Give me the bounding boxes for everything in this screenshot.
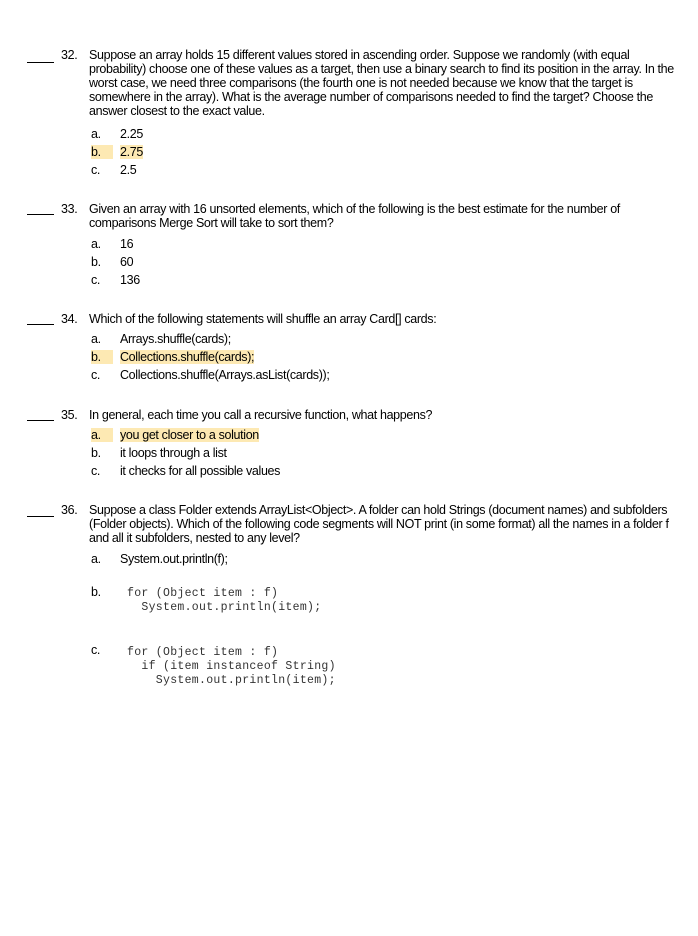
option-text: 2.75: [120, 145, 143, 159]
option-text: 2.25: [120, 127, 143, 141]
code-line: System.out.println(item);: [127, 601, 322, 614]
code-line: if (item instanceof String): [127, 660, 336, 673]
option-text: System.out.println(f);: [120, 552, 228, 566]
question-number: 33.: [61, 202, 78, 216]
question-stem: Which of the following statements will shuffle an array Card[] cards:: [89, 312, 437, 326]
option-letter: c.: [91, 163, 101, 177]
option-letter: b.: [91, 585, 101, 599]
code-line: System.out.println(item);: [127, 674, 336, 687]
question-number: 35.: [61, 408, 78, 422]
question-stem: In general, each time you call a recursive function, what happens?: [89, 408, 433, 422]
question-stem: Suppose an array holds 15 different values stored in ascending order. Suppose we randomly (with equal probability) choose one of these values as a target, then use a binary search to find its position in the array. In the worst case, we need three comparisons (the fourth one is not needed because we know that the target is somewhere in the array). What is the average number of comparisons needed to find the target? Choose the answer closest to the exact value.: [89, 48, 674, 118]
option-letter: a.: [91, 552, 101, 566]
option-letter: a.: [91, 127, 101, 141]
option-letter: a.: [91, 332, 101, 346]
question-number: 32.: [61, 48, 78, 62]
option-text: you get closer to a solution: [120, 428, 259, 442]
code-line: for (Object item : f): [127, 646, 279, 659]
option-letter: c.: [91, 464, 101, 478]
option-letter: b.: [91, 145, 113, 159]
question-number: 36.: [61, 503, 78, 517]
option-text: Collections.shuffle(cards);: [120, 350, 255, 364]
option-text: 136: [120, 273, 140, 287]
option-text: 16: [120, 237, 134, 251]
option-letter: a.: [91, 237, 101, 251]
option-letter: c.: [91, 643, 101, 657]
code-block: [127, 646, 336, 688]
option-text: 60: [120, 255, 134, 269]
answer-blank[interactable]: [27, 516, 54, 517]
option-letter: c.: [91, 273, 101, 287]
code-block: [127, 587, 321, 615]
option-text: it checks for all possible values: [120, 464, 281, 478]
option-text: Arrays.shuffle(cards);: [120, 332, 231, 346]
option-letter: b.: [91, 255, 101, 269]
option-letter: b.: [91, 350, 113, 364]
option-text: it loops through a list: [120, 446, 227, 460]
answer-blank[interactable]: [27, 324, 54, 325]
answer-blank[interactable]: [27, 420, 54, 421]
question-stem: Given an array with 16 unsorted elements, which of the following is the best estimate for the number of comparisons Merge Sort will take to sort them?: [89, 202, 620, 230]
option-letter: c.: [91, 368, 101, 382]
option-letter: b.: [91, 446, 101, 460]
question-number: 34.: [61, 312, 78, 326]
answer-blank[interactable]: [27, 62, 54, 63]
question-stem: Suppose a class Folder extends ArrayList<Object>. A folder can hold Strings (document names) and subfolders (Folder objects). Which of the following code segments will NOT print (in some format) all the names in a folder f and all it subfolders, nested to any level?: [89, 503, 669, 545]
answer-blank[interactable]: [27, 214, 54, 215]
option-text: 2.5: [120, 163, 137, 177]
option-letter: a.: [91, 428, 113, 442]
option-text: Collections.shuffle(Arrays.asList(cards));: [120, 368, 330, 382]
code-line: for (Object item : f): [127, 587, 279, 600]
